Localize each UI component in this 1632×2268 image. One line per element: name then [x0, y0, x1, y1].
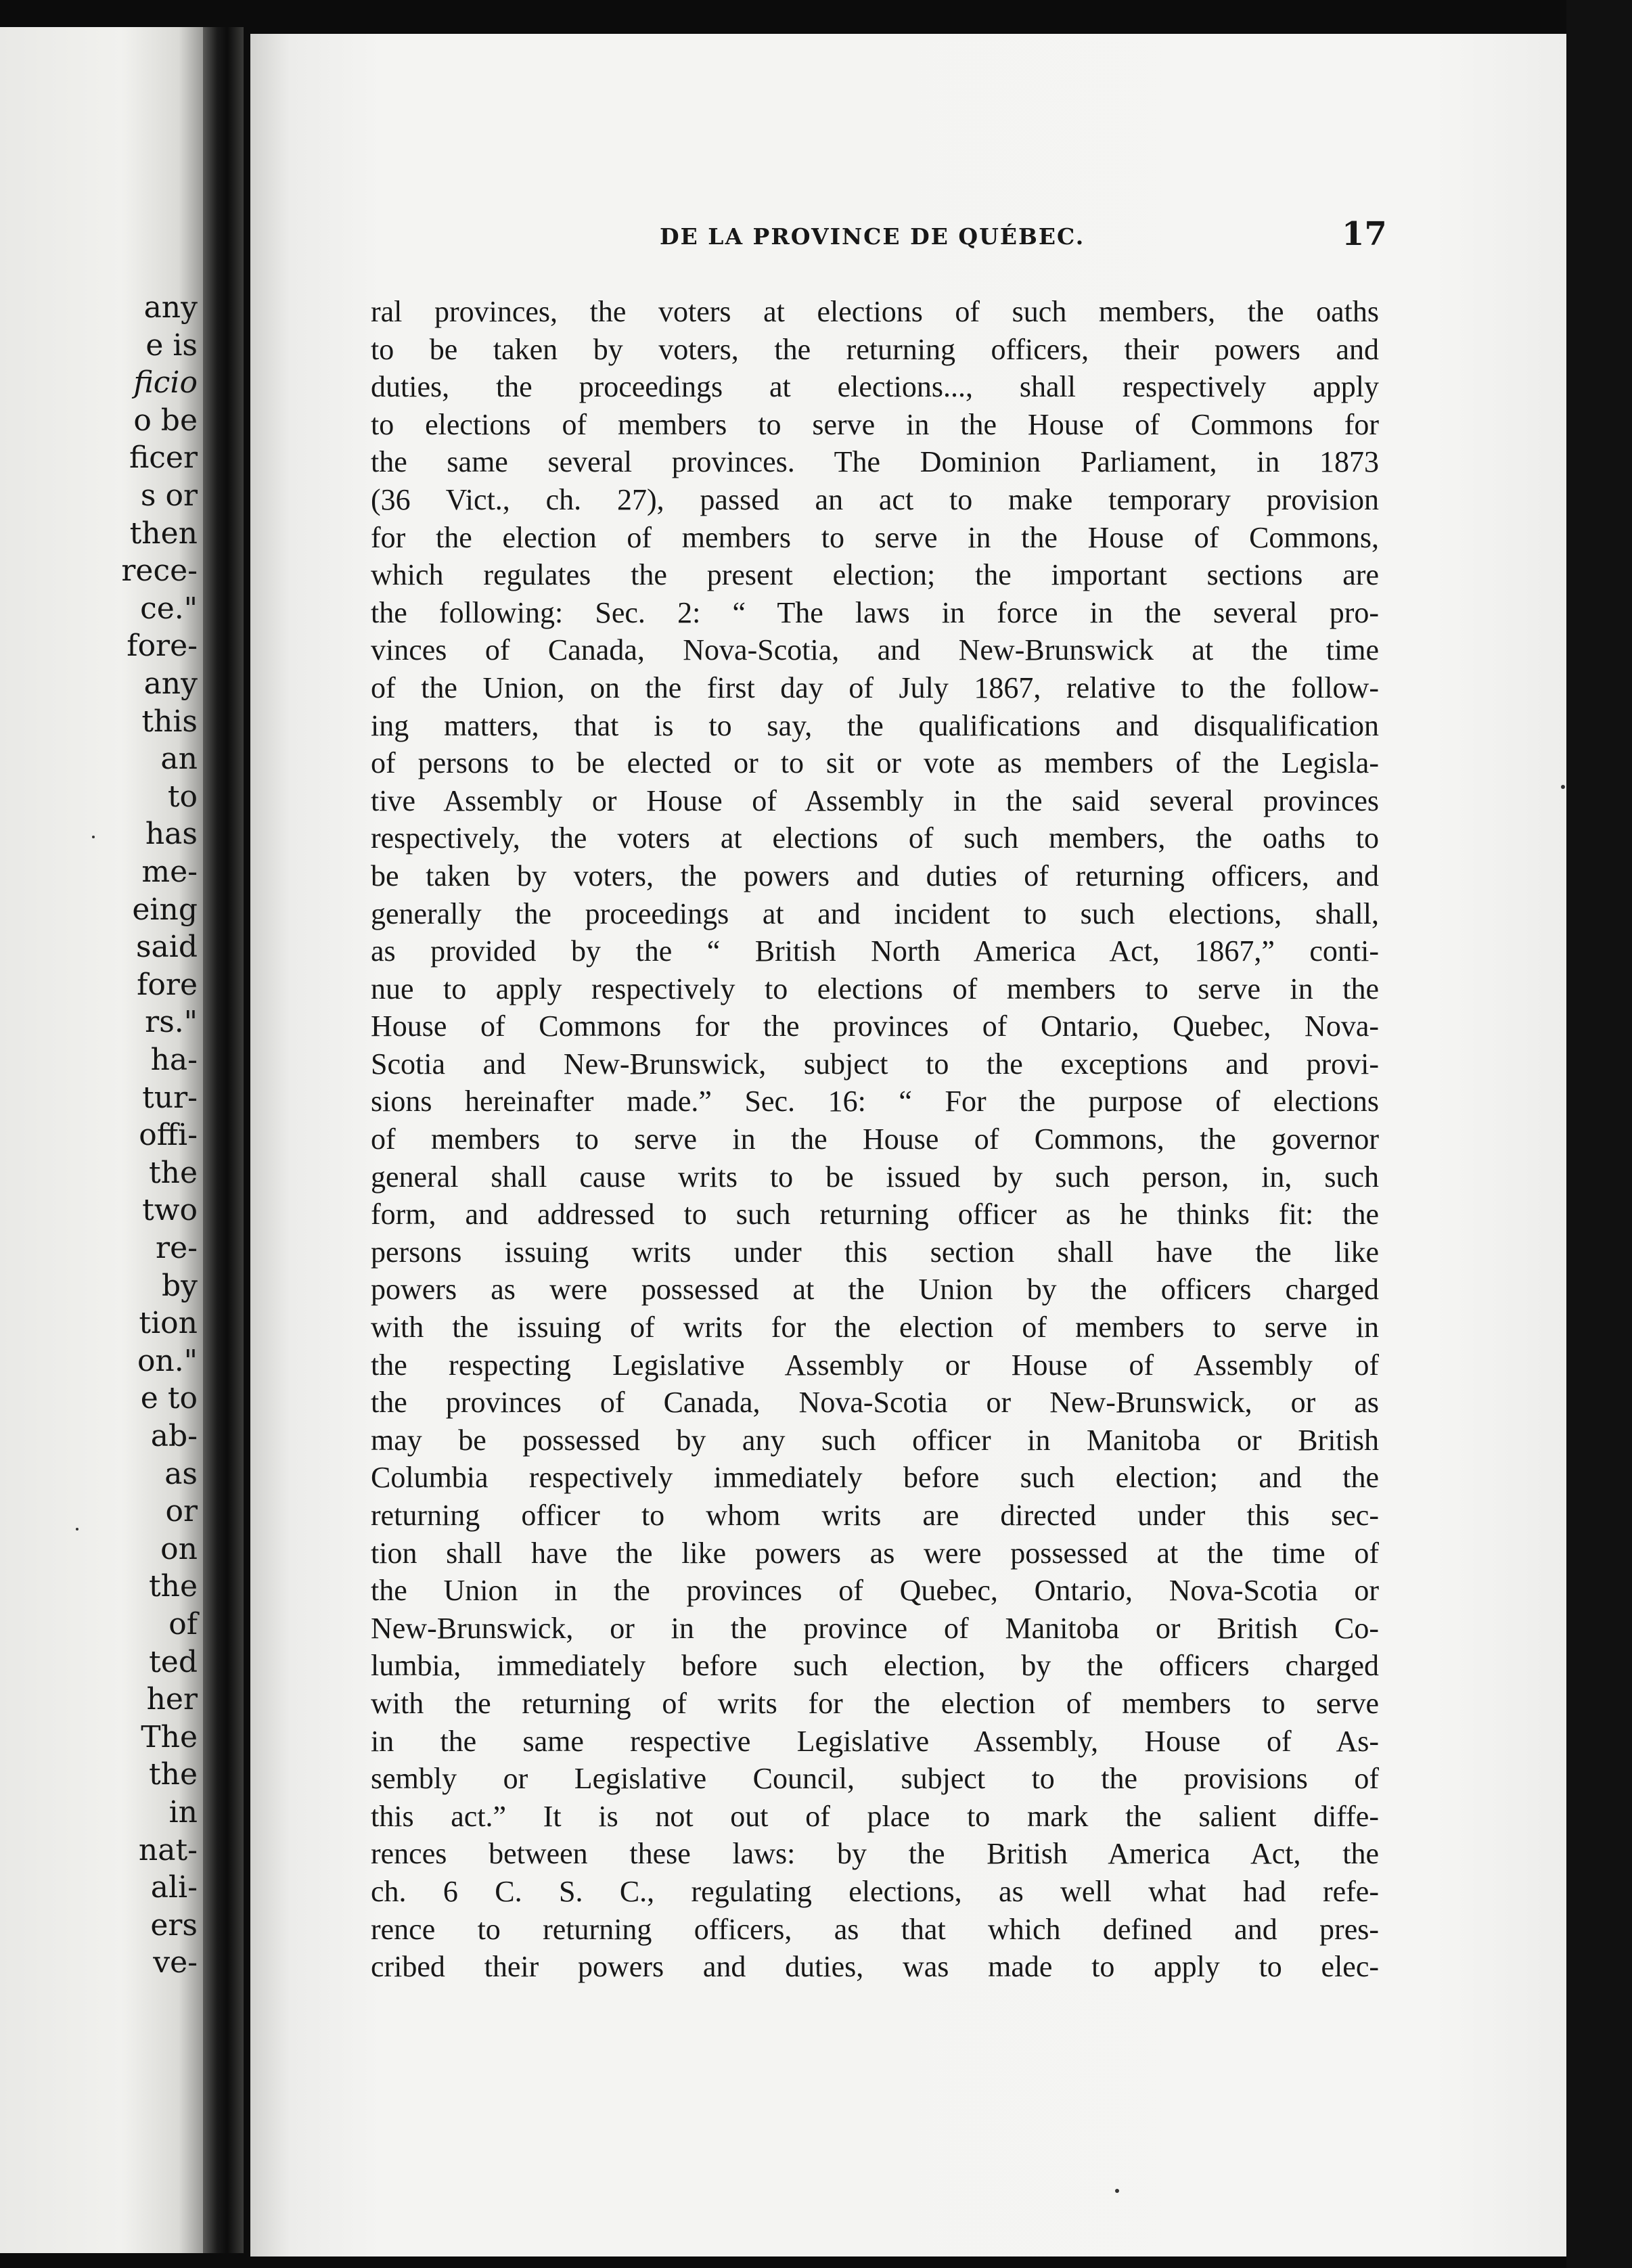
scan-border [1566, 0, 1632, 2268]
body-line: in the same respective Legislative Assembly, House of As- [371, 1724, 1379, 1758]
body-line: duties, the proceedings at elections..., shall respectively apply [371, 370, 1379, 404]
body-line: of the Union, on the first day of July 1867, relative to the follow- [371, 671, 1379, 704]
left-page-fragment: nat- [138, 1832, 198, 1867]
body-line: returning officer to whom writs are directed under this sec- [371, 1499, 1379, 1532]
left-page-fragment: the [148, 1757, 198, 1792]
left-page-fragment: of [168, 1607, 198, 1641]
left-page-fragment: two [142, 1193, 198, 1228]
body-line: the provinces of Canada, Nova-Scotia or New-Brunswick, or as [371, 1386, 1379, 1420]
left-page-fragment: ficio [133, 365, 198, 401]
left-page-fragment: fore- [127, 629, 198, 664]
left-page-fragment: the [148, 1155, 198, 1190]
left-page-fragment: her [146, 1682, 198, 1717]
left-page-fragment: by [161, 1268, 198, 1303]
left-page-fragment: ted [149, 1644, 198, 1679]
body-line: of members to serve in the House of Commons, the governor [371, 1122, 1379, 1156]
body-line: form, and addressed to such returning officer as he thinks fit: the [371, 1198, 1379, 1231]
body-line: tive Assembly or House of Assembly in the said several provinces [371, 784, 1379, 817]
body-line: rence to returning officers, as that which defined and pres- [371, 1912, 1379, 1946]
body-line: to be taken by voters, the returning officers, their powers and [371, 332, 1379, 366]
body-line: as provided by the “ British North America Act, 1867,” conti- [371, 934, 1379, 968]
book-gutter [203, 27, 244, 2253]
body-line: lumbia, immediately before such election, by the officers charged [371, 1649, 1379, 1683]
body-line: which regulates the present election; the important sections are [371, 558, 1379, 592]
body-line: to elections of members to serve in the House of Commons for [371, 407, 1379, 441]
left-page-fragment: ali- [150, 1870, 198, 1905]
left-page-fragment: tur- [142, 1080, 198, 1115]
body-line: (36 Vict., ch. 27), passed an act to make temporary provision [371, 482, 1379, 516]
left-page-fragment: as [164, 1456, 198, 1491]
left-page-fragment: rs." [145, 1005, 198, 1040]
body-line: for the election of members to serve in the House of Commons, [371, 520, 1379, 554]
body-line: the same several provinces. The Dominion Parliament, in 1873 [371, 445, 1379, 479]
body-line: ch. 6 C. S. C., regulating elections, as well what had refe- [371, 1874, 1379, 1908]
left-page-fragment: e to [140, 1381, 198, 1416]
left-page-fragment: eing [132, 892, 198, 927]
left-page-fragment: on [160, 1531, 198, 1566]
dust-speck [1561, 785, 1565, 789]
left-page-fragment: then [129, 516, 198, 551]
dust-speck [92, 836, 95, 838]
body-line: Columbia respectively immediately before such election; and the [371, 1461, 1379, 1495]
body-line: House of Commons for the provinces of Ontario, Quebec, Nova- [371, 1010, 1379, 1043]
body-line: Scotia and New-Brunswick, subject to the exceptions and provi- [371, 1047, 1379, 1081]
left-page-fragment: fore [137, 967, 198, 1002]
left-page-fragment: me- [141, 855, 198, 889]
left-page-fragment: ab- [150, 1419, 198, 1453]
dust-speck [76, 1528, 78, 1530]
body-line: nue to apply respectively to elections of members to serve in the [371, 972, 1379, 1005]
left-page-fragment: rece- [121, 553, 198, 589]
page-number: 17 [1342, 215, 1387, 253]
body-line: persons issuing writs under this section shall have the like [371, 1235, 1379, 1269]
body-line: with the returning of writs for the election of members to serve [371, 1686, 1379, 1720]
left-page-fragment: s or [140, 478, 198, 513]
body-text [371, 293, 1379, 1986]
left-page-fragment: ers [150, 1907, 198, 1943]
body-line: tion shall have the like powers as were possessed at the time of [371, 1536, 1379, 1570]
left-page-fragment: ficer [129, 440, 198, 476]
body-line: the Union in the provinces of Quebec, Ontario, Nova-Scotia or [371, 1574, 1379, 1608]
left-page-fragment: ha- [150, 1043, 198, 1077]
body-line: cribed their powers and duties, was made to apply to elec- [371, 1950, 1379, 1984]
body-line: vinces of Canada, Nova-Scotia, and New-Brunswick at the time [371, 633, 1379, 667]
running-head: DE LA PROVINCE DE QUÉBEC. [660, 223, 1085, 250]
left-page-fragment: The [141, 1719, 198, 1754]
left-page-fragment: or [165, 1494, 198, 1529]
left-page-fragment: re- [156, 1231, 198, 1265]
body-line: powers as were possessed at the Union by the officers charged [371, 1273, 1379, 1307]
left-page-fragment: on." [137, 1343, 198, 1378]
body-line: New-Brunswick, or in the province of Manitoba or British Co- [371, 1611, 1379, 1645]
body-line: be taken by voters, the powers and duties of returning officers, and [371, 859, 1379, 892]
left-page-fragment: said [135, 930, 198, 965]
body-line: respectively, the voters at elections of such members, the oaths to [371, 821, 1379, 855]
left-page-fragment: tion [139, 1306, 198, 1341]
left-page-fragment: this [141, 704, 198, 739]
body-line: this act.” It is not out of place to mark the salient diffe- [371, 1799, 1379, 1833]
dust-speck [1115, 2189, 1119, 2193]
body-line: sions hereinafter made.” Sec. 16: “ For the purpose of elections [371, 1085, 1379, 1118]
body-line: ing matters, that is to say, the qualifications and disqualification [371, 708, 1379, 742]
left-page-fragment: an [160, 742, 198, 777]
body-line: rences between these laws: by the British America Act, the [371, 1837, 1379, 1871]
left-page-fragment: has [145, 817, 198, 852]
body-line: ral provinces, the voters at elections of such members, the oaths [371, 295, 1379, 328]
left-page-fragment: in [168, 1795, 198, 1830]
body-line: may be possessed by any such officer in Manitoba or British [371, 1423, 1379, 1457]
left-page-fragment: ce." [140, 591, 198, 626]
body-line: the following: Sec. 2: “ The laws in force in the several pro- [371, 595, 1379, 629]
left-page-fragment: ve- [153, 1945, 198, 1980]
left-page-fragment: the [148, 1569, 198, 1604]
body-line: the respecting Legislative Assembly or House of Assembly of [371, 1348, 1379, 1382]
body-line: of persons to be elected or to sit or vote as members of the Legisla- [371, 746, 1379, 780]
left-page-fragment: any [143, 666, 198, 701]
body-line: generally the proceedings at and incident to such elections, shall, [371, 897, 1379, 930]
left-page-fragment: to [167, 779, 198, 814]
body-line: with the issuing of writs for the election of members to serve in [371, 1311, 1379, 1344]
body-line: general shall cause writs to be issued by such person, in, such [371, 1160, 1379, 1194]
left-page-fragment: offi- [139, 1118, 198, 1153]
left-page-fragment: e is [145, 327, 198, 363]
left-page-fragment: any [143, 290, 198, 325]
left-page-fragment: o be [133, 403, 198, 438]
body-line: sembly or Legislative Council, subject to the provisions of [371, 1762, 1379, 1796]
